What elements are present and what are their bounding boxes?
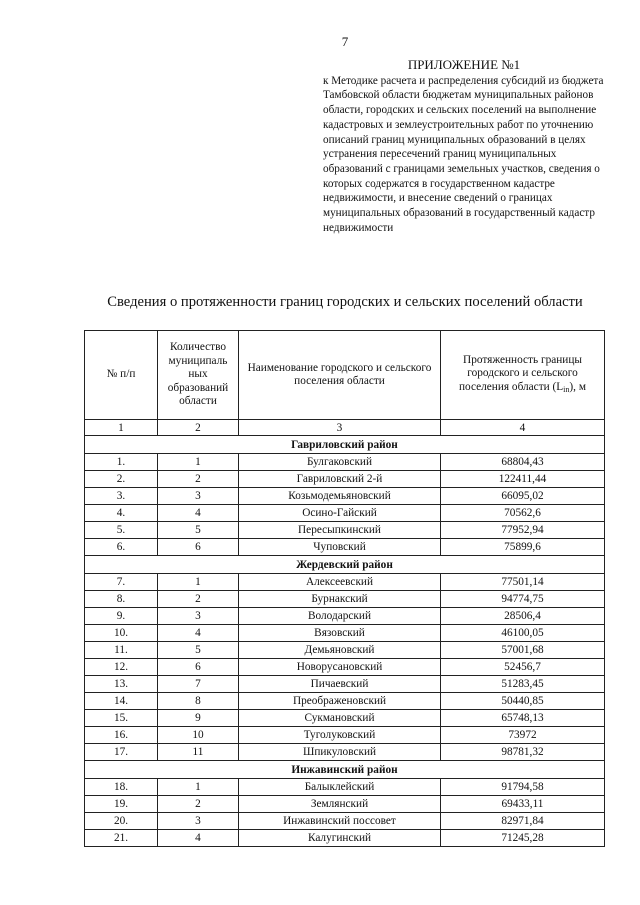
table-row <box>85 471 605 488</box>
municipal-index: 2 <box>158 796 239 813</box>
table-row <box>85 642 605 659</box>
row-number: 11. <box>85 642 158 659</box>
boundary-length: 57001,68 <box>441 642 605 659</box>
municipal-index: 4 <box>158 625 239 642</box>
boundary-length: 51283,45 <box>441 676 605 693</box>
municipal-index: 3 <box>158 608 239 625</box>
row-number: 5. <box>85 522 158 539</box>
settlement-name: Гавриловский 2-й <box>239 471 441 488</box>
appendix-text: к Методике расчета и распределения субсидий из бюджета Тамбовской области бюджетам муниципальных районов области, городских и сельских поселений на выполнение кадастровых и землеустроительных работ по уточнению описаний границ муниципальных образований в целях устранения пересечений границ муниципальных образований с границами земельных участков, сведения о которых содержатся в государственном кадастре недвижимости, и внесение сведений о границах муниципальных образований в государственный кадастр недвижимости <box>323 74 604 234</box>
row-number: 17. <box>85 744 158 761</box>
row-number: 8. <box>85 591 158 608</box>
boundary-length: 70562,6 <box>441 505 605 522</box>
settlement-name: Осино-Гайский <box>239 505 441 522</box>
municipal-index: 1 <box>158 779 239 796</box>
row-number: 12. <box>85 659 158 676</box>
settlement-name: Преображеновский <box>239 693 441 710</box>
boundary-length: 28506,4 <box>441 608 605 625</box>
row-number: 4. <box>85 505 158 522</box>
boundary-length: 77501,14 <box>441 574 605 591</box>
row-number: 16. <box>85 727 158 744</box>
municipal-index: 7 <box>158 676 239 693</box>
boundary-length: 94774,75 <box>441 591 605 608</box>
settlement-name: Вязовский <box>239 625 441 642</box>
row-number: 3. <box>85 488 158 505</box>
boundary-length: 50440,85 <box>441 693 605 710</box>
table-row <box>85 454 605 471</box>
table-row <box>85 830 605 847</box>
settlement-name: Пичаевский <box>239 676 441 693</box>
municipal-index: 3 <box>158 813 239 830</box>
settlement-name: Демьяновский <box>239 642 441 659</box>
settlement-name: Чуповский <box>239 539 441 556</box>
boundary-length: 66095,02 <box>441 488 605 505</box>
municipal-index: 4 <box>158 505 239 522</box>
row-number: 15. <box>85 710 158 727</box>
district-row <box>85 556 605 574</box>
settlement-name: Козьмодемьяновский <box>239 488 441 505</box>
boundary-length-table <box>84 330 605 847</box>
table-row <box>85 659 605 676</box>
settlement-name: Новорусановский <box>239 659 441 676</box>
row-number: 10. <box>85 625 158 642</box>
table-row <box>85 539 605 556</box>
municipal-index: 4 <box>158 830 239 847</box>
header-subscript: in <box>563 384 570 394</box>
table-row <box>85 574 605 591</box>
header-settlement-name: Наименование городского и сельского поселения области <box>239 331 441 420</box>
district-name: Гавриловский район <box>85 436 605 454</box>
settlement-name: Калугинский <box>239 830 441 847</box>
municipal-index: 9 <box>158 710 239 727</box>
settlement-name: Володарский <box>239 608 441 625</box>
table-row <box>85 727 605 744</box>
settlement-name: Булгаковский <box>239 454 441 471</box>
table-row <box>85 591 605 608</box>
boundary-length: 77952,94 <box>441 522 605 539</box>
column-number: 1 <box>85 420 158 436</box>
boundary-length: 73972 <box>441 727 605 744</box>
appendix-title: ПРИЛОЖЕНИЕ №1 <box>407 57 521 72</box>
table-row <box>85 710 605 727</box>
table-row <box>85 488 605 505</box>
column-number-row <box>85 420 605 436</box>
settlement-name: Сукмановский <box>239 710 441 727</box>
row-number: 1. <box>85 454 158 471</box>
header-boundary-length <box>441 331 605 420</box>
boundary-length: 68804,43 <box>441 454 605 471</box>
table-row <box>85 505 605 522</box>
district-name: Инжавинский район <box>85 761 605 779</box>
municipal-index: 5 <box>158 522 239 539</box>
row-number: 20. <box>85 813 158 830</box>
row-number: 9. <box>85 608 158 625</box>
row-number: 18. <box>85 779 158 796</box>
settlement-name: Пересыпкинский <box>239 522 441 539</box>
table-row <box>85 608 605 625</box>
header-boundary-length-text: Протяженность границы городского и сельского поселения области (L <box>459 353 582 393</box>
municipal-index: 8 <box>158 693 239 710</box>
page-number: 7 <box>341 34 349 49</box>
row-number: 6. <box>85 539 158 556</box>
column-number: 2 <box>158 420 239 436</box>
municipal-index: 1 <box>158 454 239 471</box>
boundary-length: 71245,28 <box>441 830 605 847</box>
boundary-length: 98781,32 <box>441 744 605 761</box>
district-name: Жердевский район <box>85 556 605 574</box>
table-header-row <box>85 331 605 420</box>
municipal-index: 2 <box>158 471 239 488</box>
row-number: 21. <box>85 830 158 847</box>
table-row <box>85 522 605 539</box>
municipal-index: 2 <box>158 591 239 608</box>
boundary-length: 82971,84 <box>441 813 605 830</box>
column-number: 3 <box>239 420 441 436</box>
district-row <box>85 436 605 454</box>
settlement-name: Алексеевский <box>239 574 441 591</box>
table-row <box>85 676 605 693</box>
header-unit: ), м <box>569 380 586 393</box>
settlement-name: Балыклейский <box>239 779 441 796</box>
row-number: 13. <box>85 676 158 693</box>
district-row <box>85 761 605 779</box>
settlement-name: Туголуковский <box>239 727 441 744</box>
settlement-name: Инжавинский поссовет <box>239 813 441 830</box>
municipal-index: 1 <box>158 574 239 591</box>
table-row <box>85 796 605 813</box>
municipal-index: 3 <box>158 488 239 505</box>
header-number: № п/п <box>85 331 158 420</box>
municipal-index: 6 <box>158 659 239 676</box>
settlement-name: Землянский <box>239 796 441 813</box>
boundary-length: 69433,11 <box>441 796 605 813</box>
header-municipal-count: Количество муниципаль ных образований области <box>158 331 239 420</box>
row-number: 19. <box>85 796 158 813</box>
row-number: 14. <box>85 693 158 710</box>
boundary-length: 46100,05 <box>441 625 605 642</box>
table-row <box>85 779 605 796</box>
appendix-block <box>323 58 605 235</box>
document-title: Сведения о протяженности границ городских и сельских поселений области <box>107 294 583 310</box>
settlement-name: Шпикуловский <box>239 744 441 761</box>
boundary-length: 122411,44 <box>441 471 605 488</box>
municipal-index: 6 <box>158 539 239 556</box>
row-number: 2. <box>85 471 158 488</box>
boundary-length: 91794,58 <box>441 779 605 796</box>
municipal-index: 5 <box>158 642 239 659</box>
column-number: 4 <box>441 420 605 436</box>
table-row <box>85 813 605 830</box>
table-row <box>85 693 605 710</box>
boundary-length: 52456,7 <box>441 659 605 676</box>
municipal-index: 11 <box>158 744 239 761</box>
table-row <box>85 625 605 642</box>
boundary-length: 65748,13 <box>441 710 605 727</box>
table-row <box>85 744 605 761</box>
row-number: 7. <box>85 574 158 591</box>
settlement-name: Бурнакский <box>239 591 441 608</box>
boundary-length: 75899,6 <box>441 539 605 556</box>
municipal-index: 10 <box>158 727 239 744</box>
